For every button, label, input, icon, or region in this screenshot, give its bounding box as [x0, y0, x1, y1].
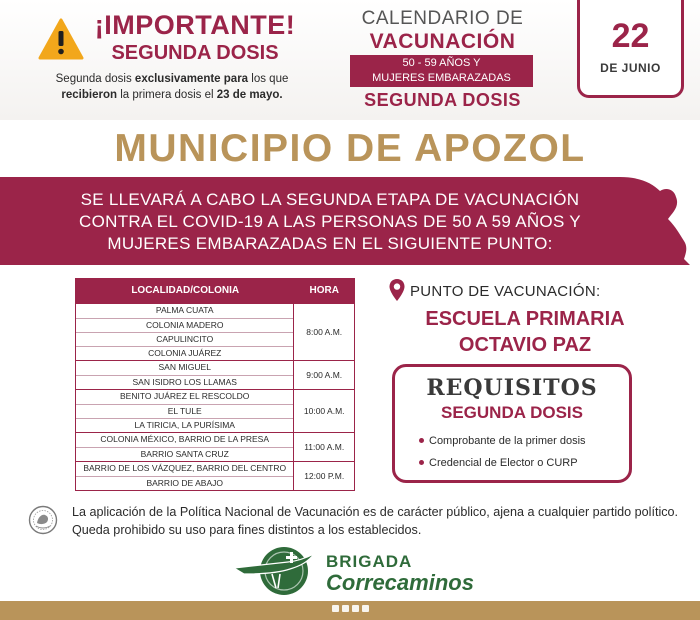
national-seal-icon	[28, 505, 58, 535]
school-name-line-1: ESCUELA PRIMARIA	[425, 308, 625, 330]
youtube-icon[interactable]	[362, 605, 369, 612]
schedule-time: 9:00 A.M.	[306, 370, 343, 380]
announcement-banner	[0, 177, 700, 265]
banner-line-3: MUJERES EMBARAZADAS EN EL SIGUIENTE PUNTO:	[107, 234, 553, 253]
schedule-places	[76, 433, 294, 461]
table-row: COLONIA JUÁREZ	[76, 346, 293, 360]
schedule-header-row	[76, 279, 354, 303]
calendar-group-line-2: MUJERES EMBARAZADAS	[372, 72, 511, 84]
schedule-places	[76, 361, 294, 389]
date-badge	[577, 0, 684, 98]
location-pin-icon	[388, 278, 406, 302]
social-icons	[332, 605, 369, 612]
municipality-title: MUNICIPIO DE APOZOL	[114, 127, 586, 170]
date-day: 22	[611, 17, 650, 55]
schedule-group	[76, 432, 354, 461]
bullet-icon	[419, 438, 424, 443]
column-header-time: HORA	[309, 285, 339, 296]
table-row: EL TULE	[76, 404, 293, 418]
facebook-icon[interactable]	[332, 605, 339, 612]
schedule-time: 12:00 P.M.	[304, 471, 345, 481]
requirements-subtitle: SEGUNDA DOSIS	[440, 403, 583, 422]
schedule-places	[76, 304, 294, 360]
banner-line-1: SE LLEVARÁ A CABO LA SEGUNDA ETAPA DE VACUNACIÓN	[80, 190, 580, 209]
calendar-vaccination: VACUNACIÓN	[369, 30, 516, 53]
schedule-time: 10:00 A.M.	[303, 406, 345, 416]
banner-text	[30, 189, 630, 255]
school-name-line-2: OCTAVIO PAZ	[458, 334, 592, 356]
table-row: CAPULINCITO	[76, 332, 293, 346]
table-row: COLONIA MADERO	[76, 318, 293, 332]
table-row: COLONIA MÉXICO, BARRIO DE LA PRESA	[100, 434, 270, 444]
calendar-title: CALENDARIO DE	[361, 8, 524, 29]
importante-subtitle: SEGUNDA DOSIS	[111, 42, 279, 64]
schedule-group	[76, 389, 354, 432]
schedule-places	[76, 390, 294, 432]
calendar-dose: SEGUNDA DOSIS	[364, 90, 521, 110]
requirements-list	[419, 433, 586, 477]
table-row: SAN ISIDRO LOS LLAMAS	[76, 375, 293, 389]
schedule-time: 8:00 A.M.	[306, 327, 343, 337]
schedule-group	[76, 303, 354, 360]
table-row: BENITO JUÁREZ EL RESCOLDO	[120, 391, 250, 401]
column-header-place: LOCALIDAD/COLONIA	[131, 285, 240, 296]
schedule-table	[75, 278, 355, 491]
requirements-title: REQUISITOS	[426, 375, 598, 401]
instagram-icon[interactable]	[352, 605, 359, 612]
table-row: SAN MIGUEL	[158, 362, 211, 372]
schedule-body	[76, 303, 354, 490]
schedule-places	[76, 462, 294, 490]
schedule-time: 11:00 A.M.	[304, 442, 345, 452]
schedule-group	[76, 360, 354, 389]
date-month: DE JUNIO	[600, 61, 661, 75]
brigada-label: BRIGADA	[326, 552, 413, 571]
banner-line-2: CONTRA EL COVID-19 A LAS PERSONAS DE 50 A 59 AÑOS Y	[79, 212, 581, 231]
schedule-group	[76, 461, 354, 490]
table-row: LA TIRICIA, LA PURÍSIMA	[76, 418, 293, 432]
twitter-icon[interactable]	[342, 605, 349, 612]
table-row: BARRIO DE ABAJO	[76, 476, 293, 490]
bullet-icon	[419, 460, 424, 465]
warning-triangle-icon	[38, 18, 84, 60]
requirements-box	[392, 364, 632, 483]
disclaimer-text: La aplicación de la Política Nacional de Vacunación es de carácter público, ajena a cualquier partido político. Queda prohibido su uso para fines distintos a los establecidos.	[72, 505, 679, 537]
importante-text: Segunda dosis exclusivamente para los que recibieron la primera dosis el 23 de mayo.	[55, 73, 289, 101]
importante-title: ¡IMPORTANTE!	[94, 10, 296, 40]
table-row: BARRIO DE LOS VÁZQUEZ, BARRIO DEL CENTRO	[83, 463, 287, 473]
calendar-group-box	[350, 55, 533, 87]
table-row: BARRIO SANTA CRUZ	[76, 447, 293, 461]
correcaminos-label: Correcaminos	[326, 570, 474, 595]
requirement-item: Credencial de Elector o CURP	[419, 455, 586, 477]
roadrunner-logo-icon	[232, 544, 322, 596]
table-row: PALMA CUATA	[155, 305, 214, 315]
requirement-item: Comprobante de la primer dosis	[419, 433, 586, 455]
header	[0, 0, 700, 120]
vaccination-point-label: PUNTO DE VACUNACIÓN:	[410, 283, 601, 300]
calendar-group-line-1: 50 - 59 AÑOS Y	[402, 57, 481, 69]
